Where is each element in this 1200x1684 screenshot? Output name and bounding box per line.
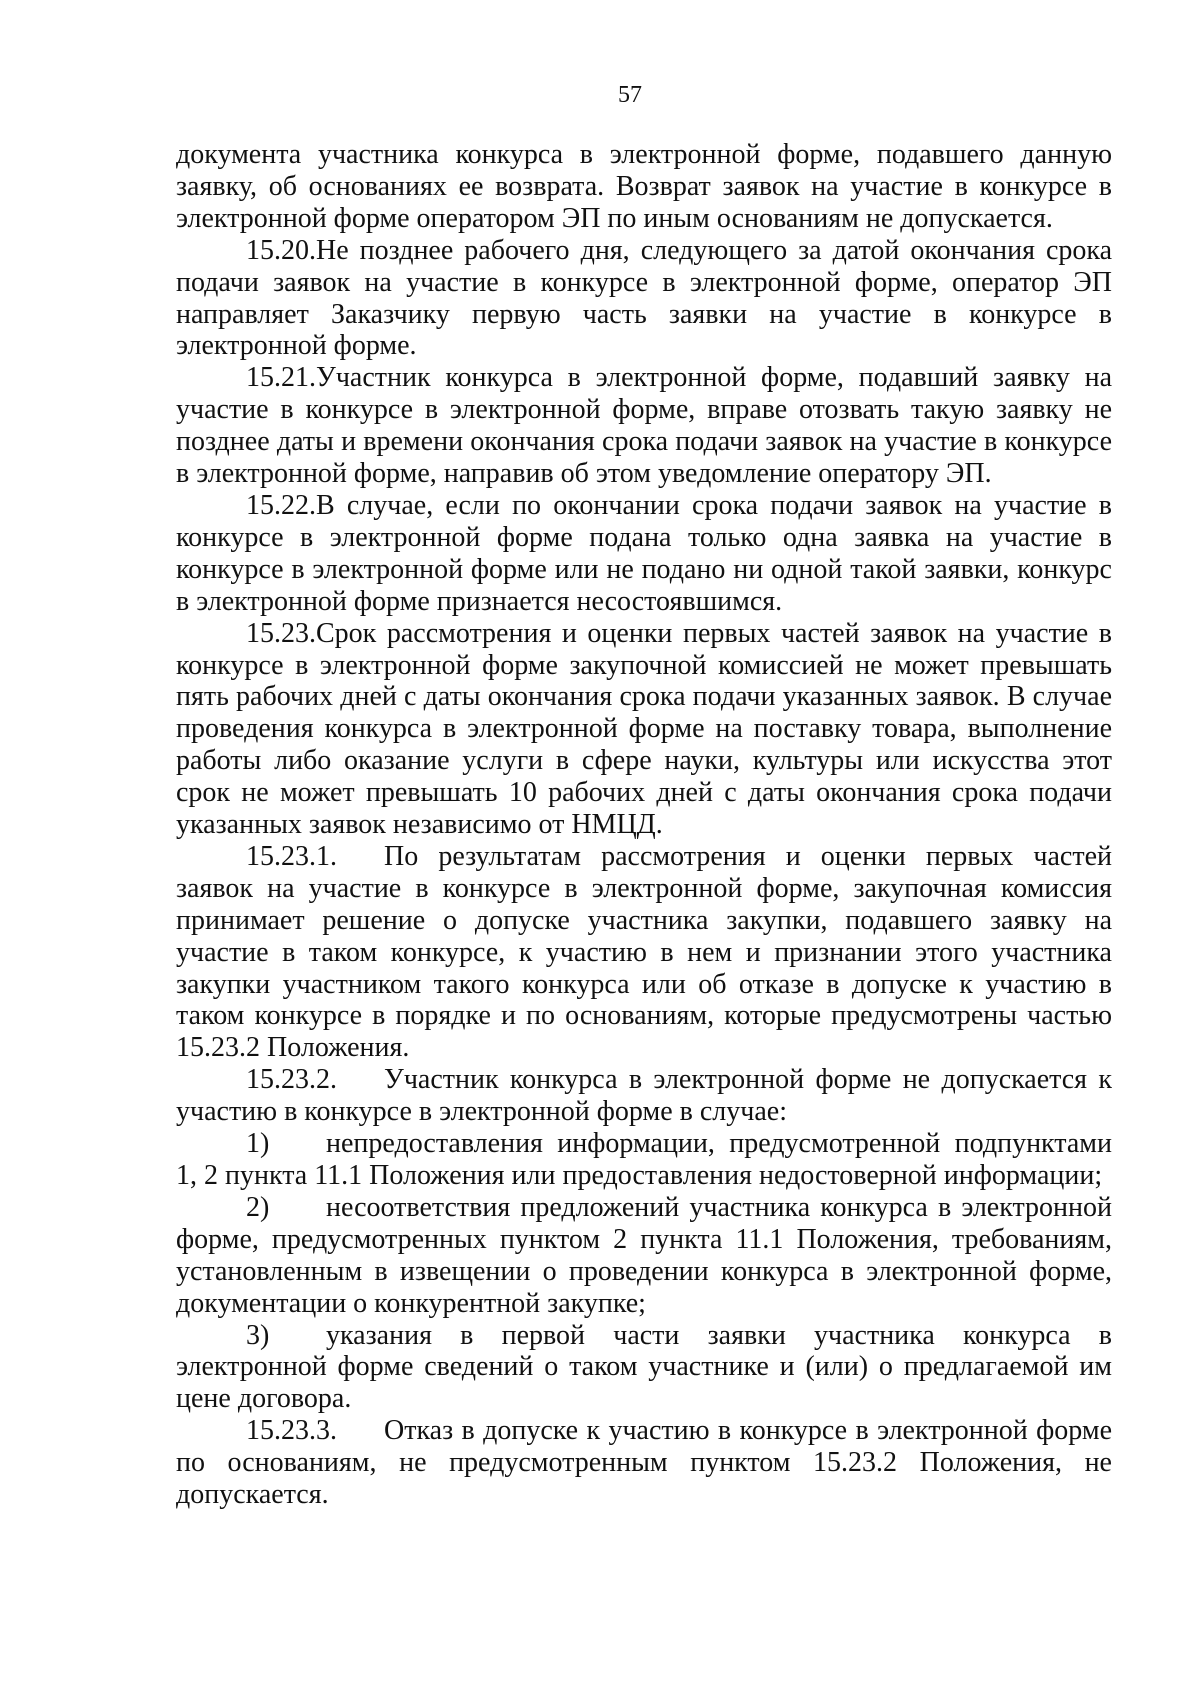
- list-item-2: [176, 1192, 1112, 1320]
- clause-15-22: [176, 490, 1112, 618]
- paragraph-text: 15.21.Участник конкурса в электронной форме, подавший заявку на участие в конкурсе в электронной форме, вправе отозвать такую заявку не позднее даты и времени окончания срока подачи заявок на участие в конкурсе в электронной форме, направив об этом уведомление оператору ЭП.: [176, 362, 1112, 490]
- paragraph-text: 15.23.Срок рассмотрения и оценки первых частей заявок на участие в конкурсе в электронной форме закупочной комиссией не может превышать пять рабочих дней с даты окончания срока подачи указанных заявок. В случае проведения конкурса в электронной форме на поставку товара, выполнение работы либо оказание услуги в сфере науки, культуры или искусства этот срок не может превышать 10 рабочих дней с даты окончания срока подачи указанных заявок независимо от НМЦД.: [176, 617, 1112, 841]
- clause-15-23-3: [176, 1415, 1112, 1511]
- list-item-1: [176, 1128, 1112, 1192]
- paragraph-text: Отказ в допуске к участию в конкурсе в электронной форме по основаниям, не предусмотренным пунктом 15.23.2 Положения, не допускается.: [176, 1415, 1112, 1511]
- clause-15-21: [176, 362, 1112, 490]
- paragraph-text: 15.22.В случае, если по окончании срока подачи заявок на участие в конкурсе в электронной форме подана только одна заявка на участие в конкурсе в электронной форме или не подано ни одной такой заявки, конкурс в электронной форме признается несостоявшимся.: [176, 489, 1112, 617]
- clause-15-23: [176, 618, 1112, 841]
- clause-15-23-2: [176, 1064, 1112, 1128]
- page-number: 57: [618, 82, 642, 108]
- paragraph-text: По результатам рассмотрения и оценки первых частей заявок на участие в конкурсе в электронной форме, закупочная комиссия принимает решение о допуске участника закупки, подавшего заявку на участие в таком конкурсе, к участию в нем и признании этого участника закупки участником такого конкурса или об отказе в допуске к участию в таком конкурсе в порядке и по основаниям, которые предусмотрены частью 15.23.2 Положения.: [176, 840, 1112, 1064]
- list-item-3: [176, 1320, 1112, 1416]
- clause-15-23-1: [176, 841, 1112, 1064]
- clause-number: 15.23.2.: [246, 1064, 337, 1096]
- paragraph-text: несоответствия предложений участника конкурса в электронной форме, предусмотренных пунктом 2 пункта 11.1 Положения, требованиям, установленным в извещении о проведении конкурса в электронной форме, документации о конкурентной закупке;: [176, 1191, 1112, 1319]
- clause-number: 15.23.3.: [246, 1415, 337, 1447]
- paragraph-text: документа участника конкурса в электронной форме, подавшего данную заявку, об основаниях ее возврата. Возврат заявок на участие в конкурсе в электронной форме оператором ЭП по иным основаниям не допускается.: [176, 139, 1112, 234]
- list-item-number: 2): [246, 1191, 270, 1223]
- paragraph-text: 15.20.Не позднее рабочего дня, следующего за датой окончания срока подачи заявок на участие в конкурсе в электронной форме, оператор ЭП направляет Заказчику первую часть заявки на участие в конкурсе в электронной форме.: [176, 234, 1112, 362]
- list-item-number: 1): [246, 1128, 270, 1160]
- list-item-number: 3): [246, 1319, 270, 1351]
- paragraph-text: непредоставления информации, предусмотренной подпунктами 1, 2 пункта 11.1 Положения или предоставления недостоверной информации;: [176, 1128, 1112, 1191]
- clause-number: 15.23.1.: [246, 840, 337, 872]
- clause-15-20: [176, 235, 1112, 363]
- paragraph-continuation: [176, 139, 1112, 235]
- paragraph-text: Участник конкурса в электронной форме не допускается к участию в конкурсе в электронной форме в случае:: [176, 1064, 1112, 1128]
- paragraph-text: указания в первой части заявки участника конкурса в электронной форме сведений о таком участнике и (или) о предлагаемой им цене договора.: [176, 1319, 1112, 1415]
- document-body: [176, 139, 1112, 1511]
